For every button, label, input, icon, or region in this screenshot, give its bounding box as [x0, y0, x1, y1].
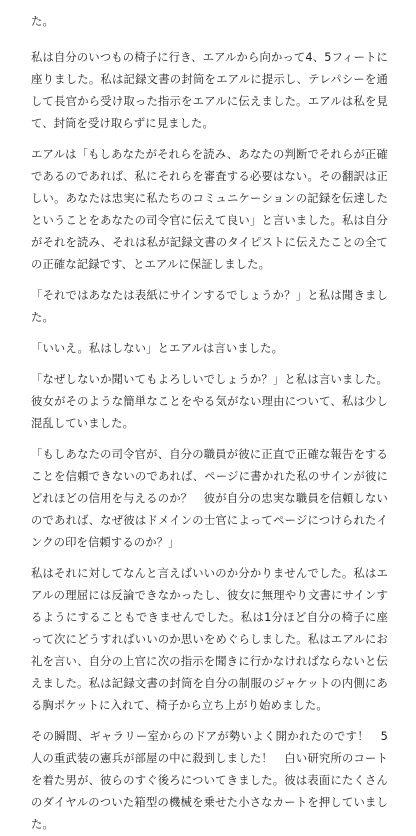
paragraph-door-opens: その瞬間、ギャラリー室からのドアが勢いよく開かれたのです！ 5人の重武装の憲兵が部屋の中に殺到しました！ 白い研究所のコートを着た男が、彼らのすぐ後ろについてきました。彼は表面にたくさんのダイヤルのついた箱型の機械を乗せた小さなカートを押していました。: [31, 730, 388, 831]
paragraph-airl-reply: エアルは「もしあなたがそれらを読み、あなたの判断でそれらが正確であるのであれば、私にそれらを審査する必要はない。その翻訳は正しい。あなたは忠実に私たちのコミュニケーションの記録を伝達したということをあなたの司令官に伝えて良い」と言いました。私は自分がそれを読み、それは私が記録文書のタイピストに伝えたことの全ての正確な記録です、とエアルに保証しました。: [31, 148, 388, 271]
paragraph-trust-argument: 「もしあなたの司令官が、自分の職員が彼に正直で正確な報告をすることを信頼できないのであれば、ページに書かれた私のサインが彼にどれほどの信用を与えるのか？ 彼が自分の忠実な職員を信頼しないのであれば、なぜ彼はドメインの士官によってページにつけられたインクの印を信頼するのか？」: [31, 448, 388, 549]
paragraph-why-not: 「なぜしないか聞いてもよろしいでしょうか？」と私は言いました。彼女がそのような簡単なことをやる気がない理由について、私は少し混乱していました。: [31, 373, 388, 430]
paragraph-response: 私はそれに対してなんと言えばいいのか分かりませんでした。私はエアルの理屈には反論できなかったし、彼女に無理やり文書にサインするようにすることもできませんでした。私は1分ほど自分の椅子に座って次にどうすればいいのか思いをめぐらしました。私はエアルにお礼を言い、自分の上官に次の指示を聞きに行かなければならないと伝えました。私は記録文書の封筒を自分の制服のジャケットの内側にある胸ポケットに入れて、椅子から立ち上がり始めました。: [31, 567, 388, 712]
paragraph-sign-question: 「それではあなたは表紙にサインするでしょうか？」と私は聞きました。: [31, 289, 388, 324]
paragraph-refusal: 「いいえ。私はしない」とエアルは言いました。: [31, 342, 284, 355]
paragraph-taking-seat: 私は自分のいつもの椅子に行き、エアルから向かって4、5フィートに座りました。私は記録文書の封筒をエアルに提示し、テレパシーを通して長官から受け取った指示をエアルに伝えました。エアルは私を見て、封筒を受け取らずに見ました。: [31, 51, 388, 130]
paragraph-continuation: た。: [31, 15, 54, 28]
